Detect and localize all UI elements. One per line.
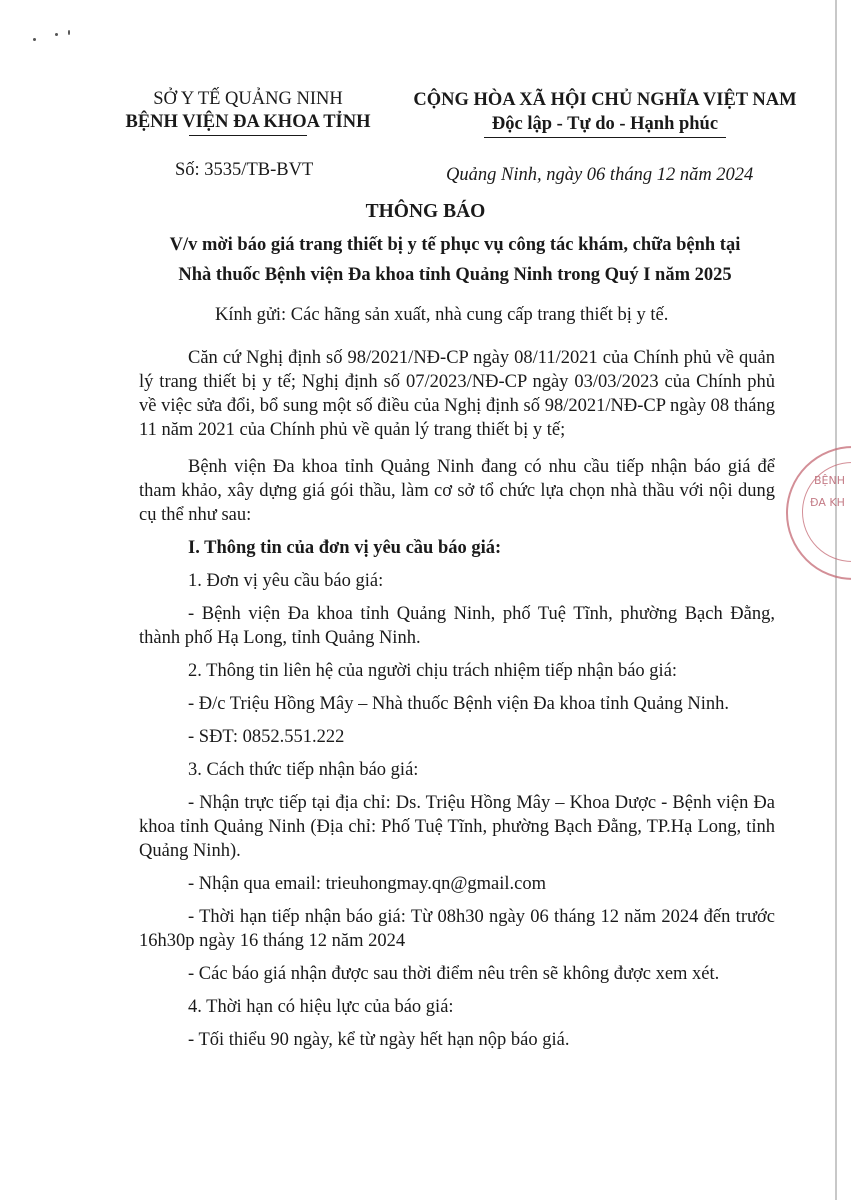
document-subject — [115, 230, 795, 290]
list-item: - Thời hạn tiếp nhận báo giá: Từ 08h30 ngày 06 tháng 12 năm 2024 đến trước 16h30p ngày 16 tháng 12 năm 2024 — [139, 907, 775, 951]
document-body — [139, 346, 775, 1061]
parent-organization: SỞ Y TẾ QUẢNG NINH — [153, 89, 343, 109]
national-header — [400, 88, 810, 138]
official-seal-stamp — [786, 446, 851, 580]
document-number: Số: 3535/TB-BVT — [175, 160, 314, 180]
purpose-paragraph: Bệnh viện Đa khoa tỉnh Quảng Ninh đang có nhu cầu tiếp nhận báo giá để tham khảo, xây dựng giá gói thầu, làm cơ sở tổ chức lựa chọn nhà thầu với nội dung cụ thể như sau: — [139, 457, 775, 525]
scan-speck — [55, 33, 58, 36]
issuer-header — [98, 88, 398, 136]
list-item: - Tối thiểu 90 ngày, kể từ ngày hết hạn nộp báo giá. — [188, 1030, 570, 1050]
list-item: - Các báo giá nhận được sau thời điểm nêu trên sẽ không được xem xét. — [188, 964, 720, 984]
seal-text: BỆNH — [814, 474, 845, 487]
document-title: THÔNG BÁO — [365, 201, 486, 222]
nation-title: CỘNG HÒA XÃ HỘI CHỦ NGHĨA VIỆT NAM — [413, 90, 797, 110]
list-item: - Đ/c Triệu Hồng Mây – Nhà thuốc Bệnh viện Đa khoa tỉnh Quảng Ninh. — [188, 694, 730, 714]
subject-line-1: V/v mời báo giá trang thiết bị y tế phục vụ công tác khám, chữa bệnh tại — [169, 235, 741, 255]
national-motto: Độc lập - Tự do - Hạnh phúc — [491, 114, 719, 134]
scan-speck — [68, 30, 70, 35]
list-heading: 2. Thông tin liên hệ của người chịu trách nhiệm tiếp nhận báo giá: — [188, 661, 678, 681]
header-divider — [189, 135, 307, 136]
list-heading: 1. Đơn vị yêu cầu báo giá: — [188, 571, 384, 591]
list-item: - SĐT: 0852.551.222 — [188, 727, 345, 747]
subject-line-2: Nhà thuốc Bệnh viện Đa khoa tỉnh Quảng Ninh trong Quý I năm 2025 — [178, 265, 732, 285]
recipient-line: Kính gửi: Các hãng sản xuất, nhà cung cấp trang thiết bị y tế. — [215, 305, 669, 325]
motto-divider — [484, 137, 726, 138]
organization-name: BỆNH VIỆN ĐA KHOA TỈNH — [125, 112, 371, 132]
section-heading: I. Thông tin của đơn vị yêu cầu báo giá: — [188, 538, 502, 558]
list-item: - Nhận trực tiếp tại địa chỉ: Ds. Triệu Hồng Mây – Khoa Dược - Bệnh viện Đa khoa tỉnh Quảng Ninh (Địa chỉ: Phố Tuệ Tĩnh, phường Bạch Đằng, TP.Hạ Long, tỉnh Quảng Ninh). — [139, 793, 775, 861]
list-heading: 3. Cách thức tiếp nhận báo giá: — [188, 760, 419, 780]
scan-edge-line — [835, 0, 837, 1200]
list-item: - Nhận qua email: trieuhongmay.qn@gmail.com — [188, 874, 546, 894]
legal-basis-paragraph: Căn cứ Nghị định số 98/2021/NĐ-CP ngày 08/11/2021 của Chính phủ về quản lý trang thiết bị y tế; Nghị định số 07/2023/NĐ-CP ngày 03/03/2023 của Chính phủ về việc sửa đổi, bổ sung một số điều của Nghị định số 98/2021/NĐ-CP ngày 08 tháng 11 năm 2021 của Chính phủ về quản lý trang thiết bị y tế; — [139, 348, 775, 440]
list-heading: 4. Thời hạn có hiệu lực của báo giá: — [188, 997, 454, 1017]
seal-text: ĐA KH — [810, 496, 845, 509]
place-and-date: Quảng Ninh, ngày 06 tháng 12 năm 2024 — [446, 165, 754, 185]
list-item: - Bệnh viện Đa khoa tỉnh Quảng Ninh, phố Tuệ Tĩnh, phường Bạch Đằng, thành phố Hạ Long, tỉnh Quảng Ninh. — [139, 604, 775, 648]
scan-speck — [33, 38, 36, 41]
